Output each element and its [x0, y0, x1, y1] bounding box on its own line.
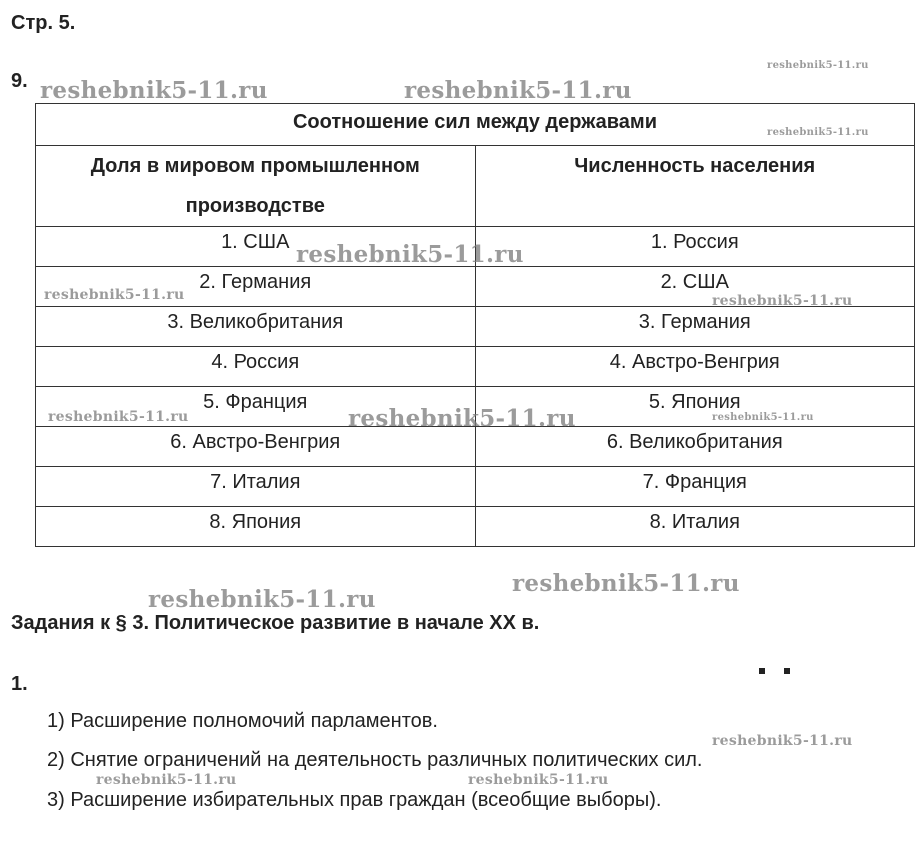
- powers-table: [35, 103, 915, 547]
- answer-item: 3) Расширение избирательных прав граждан (всеобщие выборы).: [47, 789, 662, 811]
- table-row: [36, 347, 915, 387]
- watermark: reshebnik5-11.ru: [468, 772, 609, 788]
- table-cell: 8. Япония: [36, 507, 476, 547]
- watermark: reshebnik5-11.ru: [48, 409, 189, 425]
- table-cell: 1. Россия: [475, 227, 915, 267]
- table-cell: 6. Австро-Венгрия: [36, 427, 476, 467]
- table-cell: 6. Великобритания: [475, 427, 915, 467]
- table-cell: 1. США: [36, 227, 476, 267]
- watermark: reshebnik5-11.ru: [348, 405, 576, 432]
- watermark: reshebnik5-11.ru: [767, 127, 869, 138]
- watermark: reshebnik5-11.ru: [712, 412, 814, 423]
- watermark: reshebnik5-11.ru: [712, 733, 853, 749]
- table-cell: 7. Италия: [36, 467, 476, 507]
- table-caption-row: [36, 104, 915, 146]
- table-cell: 3. Великобритания: [36, 307, 476, 347]
- watermark: reshebnik5-11.ru: [512, 570, 740, 597]
- table-caption: Соотношение сил между державами: [36, 104, 915, 146]
- table-cell: 7. Франция: [475, 467, 915, 507]
- watermark: reshebnik5-11.ru: [96, 772, 237, 788]
- answer-item: 2) Снятие ограничений на деятельность различных политических сил.: [47, 749, 703, 771]
- table-cell: 4. Россия: [36, 347, 476, 387]
- table-cell: 4. Австро-Венгрия: [475, 347, 915, 387]
- column-header-population: Численность населения: [475, 146, 915, 227]
- task-9-number: 9.: [11, 70, 28, 92]
- watermark: reshebnik5-11.ru: [767, 60, 869, 71]
- table-header-row: [36, 146, 915, 227]
- watermark: reshebnik5-11.ru: [712, 293, 853, 309]
- watermark: reshebnik5-11.ru: [404, 77, 632, 104]
- dot-mark: [759, 668, 765, 674]
- dot-mark: [784, 668, 790, 674]
- table-cell: 5. Япония: [475, 387, 915, 427]
- table-cell: 2. США: [475, 267, 915, 307]
- table-row: [36, 467, 915, 507]
- watermark: reshebnik5-11.ru: [148, 586, 376, 613]
- section-title: Задания к § 3. Политическое развитие в начале XX в.: [11, 612, 540, 634]
- watermark: reshebnik5-11.ru: [296, 241, 524, 268]
- table-cell: 3. Германия: [475, 307, 915, 347]
- table-row: [36, 507, 915, 547]
- column-header-industry: Доля в мировом промышленном производстве: [36, 146, 476, 227]
- watermark: reshebnik5-11.ru: [44, 287, 185, 303]
- table-cell: 2. Германия: [36, 267, 476, 307]
- table-cell: 8. Италия: [475, 507, 915, 547]
- table-cell: 5. Франция: [36, 387, 476, 427]
- page-label: Стр. 5.: [11, 12, 76, 34]
- table-row: [36, 307, 915, 347]
- answer-item: 1) Расширение полномочий парламентов.: [47, 710, 438, 732]
- table-row: [36, 427, 915, 467]
- watermark: reshebnik5-11.ru: [40, 77, 268, 104]
- task-1-number: 1.: [11, 673, 28, 695]
